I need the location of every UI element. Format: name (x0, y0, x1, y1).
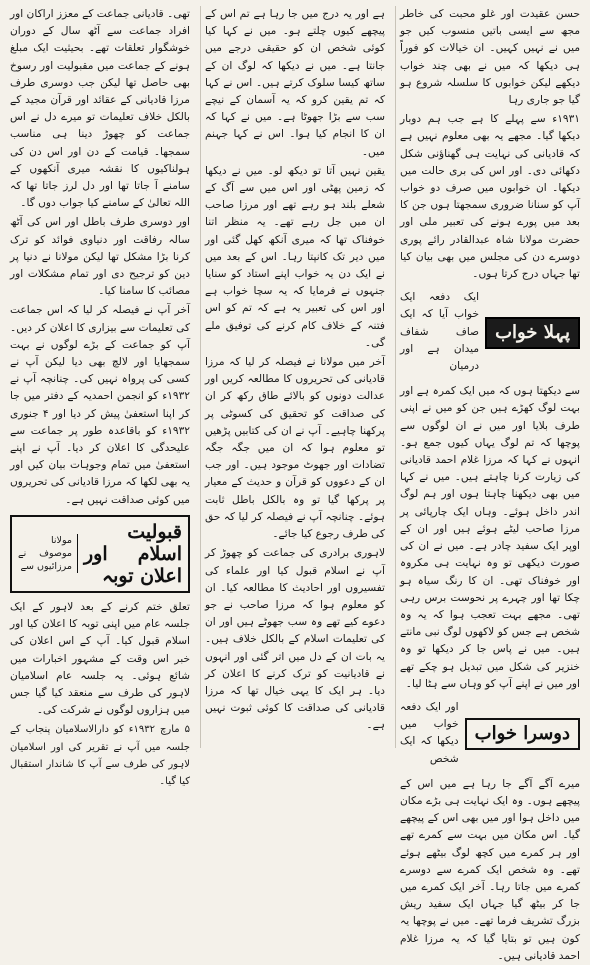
section-heading-first-dream (400, 289, 580, 377)
column-middle (200, 6, 389, 748)
column-left (6, 6, 194, 787)
paragraph: ہے اور یہ درج میں جا رہا ہے تم اس کے پیچھے کیوں چلتے ہو۔ میں نے کہا کیا کوئی شخص ان کو حقیقی درجے میں جانتا ہے۔ میں نے دیکھا کہ لوگ ان کے ساتھ کیسا سلوک کرتے ہیں۔ اس نے کہا کہ تم یقین کرو کہ یہ آسمان کے نیچے سب سے بڑا جھوٹا ہے۔ میں نے کہا کہ ان کا انجام کیا ہوا۔ اس نے کہا جہنم میں۔ (205, 8, 385, 158)
paragraph: میرے آگے آگے جا رہا ہے میں اس کے پیچھے ہوں۔ وہ ایک نہایت ہی بڑے مکان میں داخل ہوا اور میں بھی اس کے پیچھے گیا۔ اس مکان میں بہت سے کمرے تھے اور ہر کمرے میں کچھ لوگ بیٹھے ہوئے تھے۔ وہ شخص ایک کمرے سے دوسرے کمرے میں جاتا رہا۔ آخر ایک کمرے میں جا کر بیٹھ گیا جہاں ایک سفید ریش بزرگ تشریف فرما تھے۔ میں نے پوچھا یہ کون ہیں تو بتایا گیا کہ یہ مرزا غلام احمد قادیانی ہیں۔ (400, 777, 580, 962)
section-title: قبولیت اسلام اور اعلان توبہ (83, 520, 182, 587)
heading-second-dream: دوسرا خواب (465, 718, 580, 750)
paragraph: ایک دفعہ ایک خواب آیا کہ ایک صاف شفاف میدان ہے اور درمیان (400, 291, 480, 373)
paragraph: یقین نہیں آتا تو دیکھ لو۔ میں نے دیکھا کہ زمین پھٹی اور اس میں سے آگ کے شعلے بلند ہو رہے تھے اور مرزا صاحب ان میں جل رہے تھے۔ یہ منظر اتنا خوفناک تھا کہ میری آنکھ کھل گئی اور میں دیر تک کانپتا رہا۔ اس کے بعد میں نے ایک دن یہ خواب اپنے استاد کو سنایا جنہوں نے فرمایا کہ یہ سچا خواب ہے اور اس کی تعبیر یہ ہے کہ تم کو اس فتنہ کے خلاف کام کرنے کی توفیق ملے گی۔ (205, 164, 385, 349)
section-title-box (10, 515, 190, 593)
paragraph: تعلق ختم کرنے کے بعد لاہور کے ایک جلسہ عام میں اپنی توبہ کا اعلان کیا اور اسلام قبول کیا۔ آپ کے اس اعلان کی خبر اس وقت کے مشہور اخبارات میں شائع ہوئی۔ یہ جلسہ عام اسلامیان لاہور کی طرف سے منعقد کیا گیا جس میں ہزاروں لوگوں نے شرکت کی۔ (10, 600, 190, 717)
heading-first-dream: پہلا خواب (485, 317, 580, 349)
paragraph: اور ایک دفعہ خواب میں دیکھا کہ ایک شخص (400, 700, 459, 765)
paragraph: آخر میں مولانا نے فیصلہ کر لیا کہ مرزا قادیانی کی تحریروں کا مطالعہ کریں اور عدالت دونوں کو بالائے طاق رکھ کر ان کی صداقت کو تحقیق کی کسوٹی پر پرکھنا چاہیے۔ آپ نے ان کی کتابیں پڑھیں تو معلوم ہوا کہ ان میں جگہ جگہ تضادات اور جھوٹ موجود ہیں۔ اور جب ان کے دعووں کو قرآن و حدیث کے معیار پر پرکھا گیا تو وہ بالکل باطل ثابت ہوئے۔ چنانچہ آپ نے فیصلہ کر لیا کہ حق کی طرف رجوع کیا جائے۔ (205, 356, 385, 541)
paragraph: ۵ مارچ ۱۹۳۲ء کو دارالاسلامیان پنجاب کے جلسہ میں آپ نے تقریر کی اور اسلامیان لاہور کی طرف سے آپ کا شاندار استقبال کیا گیا۔ (10, 724, 190, 787)
paragraph: ۱۹۳۱ء سے پہلے کا ہے جب ہم دوبار دیکھا گیا۔ مجھے یہ بھی معلوم نہیں ہے کہ قادیانی کی نہایت ہی گھناؤنی شکل دکھائی دی۔ اور اس کی بری حالت میں دیکھا۔ ان خوابوں میں صرف دو خواب آپ کو سنانا ضروری سمجھتا ہوں جن کا بعد میں پورے ہونے کی تعبیر ملی اور حضرت مولانا شاہ عبدالقادر رائے پوری دوسرے دن کی مجلس میں بھی بیان کیا تھا جہاں درج کرتا ہوں۔ (400, 113, 580, 281)
column-right (395, 6, 584, 962)
paragraph: حسن عقیدت اور غلو محبت کی خاطر مجھ سے ایسی باتیں منسوب کیں جو میں نے نہیں کہیں۔ ان خیالات کو فوراً ہی دیکھا کہ میں نے بھی چند خواب دیکھے لیکن خوابوں کا سلسلہ شروع ہو گیا جو جاری رہا (400, 8, 580, 107)
paragraph: تھی۔ قادیانی جماعت کے معزز اراکان اور افراد جماعت سے آٹھ سال کے دوران خوشگوار تعلقات تھے۔ بحیثیت ایک مبلغ ہونے کے جماعت میں مقبولیت اور رسوخ بھی حاصل تھا لیکن جب دوسری طرف مرزا قادیانی کے عقائد اور قرآن مجید کے بالکل خلاف تعلیمات تو میرے دل نے اس جماعت کو چھوڑ دینا ہی مناسب سمجھا۔ قیامت کے دن اور اس دن کی ہولناکیوں کا نقشہ میری آنکھوں کے سامنے آ جاتا تھا اور دل لرز جاتا تھا کہ اللہ تعالیٰ کے سامنے کیا جواب دوں گا۔ (10, 8, 190, 210)
paragraph: آخر آپ نے فیصلہ کر لیا کہ اس جماعت کی تعلیمات سے بیزاری کا اعلان کر دیں۔ آپ کو جماعت کے بڑے لوگوں نے بہت سمجھایا اور لالچ بھی دیا لیکن آپ نے کسی کی پرواہ نہیں کی۔ چنانچہ آپ نے ۱۹۳۲ء کو انجمن احمدیہ کے دفتر میں جا کر اپنا استعفیٰ پیش کر دیا اور ۴ جنوری ۱۹۳۲ء کو باقاعدہ طور پر جماعت سے علیحدگی کا اعلان کر دیا۔ آپ نے اپنے استعفیٰ میں تمام وجوہات بیان کیں اور یہ بھی لکھا کہ مرزا قادیانی کی تحریروں میں کوئی صداقت نہیں ہے۔ (10, 304, 191, 506)
paragraph: اور دوسری طرف باطل اور اس کی آٹھ سالہ رفاقت اور دنیاوی فوائد کو ترک کرنا بڑا مشکل تھا لیکن مولانا نے دنیا پر دین کو ترجیح دی اور تمام مشکلات اور مصائب کا سامنا کیا۔ (10, 216, 190, 298)
section-heading-second-dream (400, 699, 580, 770)
section-title-note: مولانا موصوف نے مرزائیوں سے (18, 534, 78, 573)
paragraph: لاہوری برادری کی جماعت کو چھوڑ کر آپ نے اسلام قبول کیا اور علماء کی تفسیروں اور احادیث کا مطالعہ کیا۔ ان کو معلوم ہوا کہ مرزا صاحب نے جو دعوے کیے تھے وہ سب جھوٹے ہیں اور ان کی تعلیمات اسلام کے بالکل خلاف ہیں۔ یہ بات ان کے دل میں اتر گئی اور انہوں نے قادیانیت کو ترک کرنے کا اعلان کر دیا۔ ہر ایک کا یہی خیال تھا کہ مرزا قادیانی کی صداقت کا کوئی ثبوت نہیں ہے۔ (205, 547, 385, 732)
paragraph: سے دیکھتا ہوں کہ میں ایک کمرہ ہے اور بہت لوگ کھڑے ہیں جن کو میں نے اپنی طرف بلایا اور میں نے ان لوگوں سے پوچھا کہ تم لوگ یہاں کیوں جمع ہو۔ انہوں نے کہا کہ مرزا غلام احمد قادیانی کی زیارت کرنا چاہتے ہیں۔ میں نے کہا میں بھی دیکھنا چاہتا ہوں اور ہم لوگ اندر داخل ہوئے۔ وہاں ایک چارپائی پر مرزا صاحب لیٹے ہوئے ہیں اور ان کے اوپر ایک سفید چادر ہے۔ میں نے ان کی صورت دیکھی تو وہ نہایت ہی مکروہ اور خوفناک تھی۔ ان کا رنگ سیاہ ہو چکا تھا اور چہرے پر نحوست برس رہی تھی۔ مجھے بہت تعجب ہوا کہ یہ وہ شخص ہے جس کو لاکھوں لوگ نبی مانتے ہیں۔ میں نے پاس جا کر دیکھا تو وہ خنزیر کی شکل میں تبدیل ہو چکے تھے اور میں نے اپنے آپ کو وہاں سے ہٹا لیا۔ (400, 385, 580, 690)
